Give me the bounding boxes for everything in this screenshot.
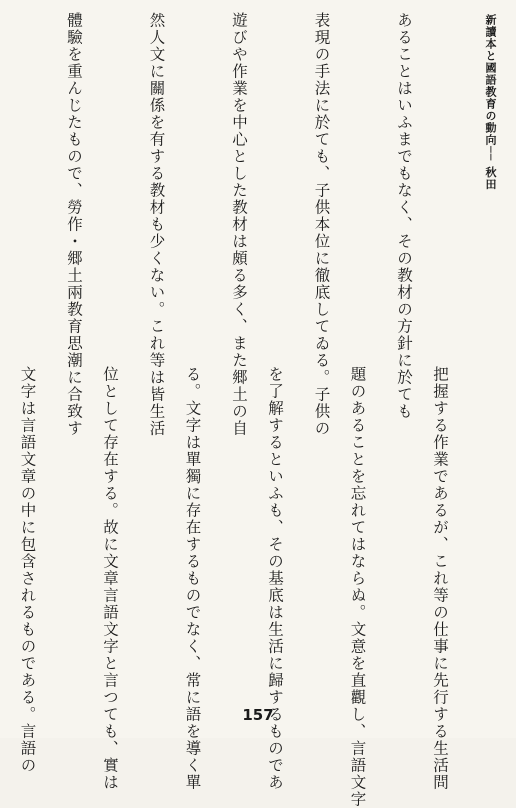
text-column: 把握する作業であるが、これ等の仕事に先行する生活問 bbox=[431, 366, 449, 791]
running-head: 新讀本と國語教育の動向── 秋田 bbox=[484, 14, 497, 191]
text-column bbox=[0, 12, 5, 344]
text-column: 然人文に關係を有する教材も少くない。これ等は皆生活 bbox=[147, 12, 166, 437]
text-column: 遊びや作業を中心とした教材は頗る多く、また郷土の自 bbox=[230, 12, 248, 437]
text-column: 文字は言語文章の中に包含されるものである。言語の bbox=[18, 366, 37, 774]
text-column: 表現の手法に於ても、子供本位に徹底してゐる。子供の bbox=[312, 12, 331, 437]
text-column: 題のあることを忘れてはならぬ。文意を直觀し、言語文字 bbox=[348, 366, 367, 808]
text-column: を了解するといふも、その基底は生活に歸するものであ bbox=[266, 366, 284, 791]
text-column: る。文字は單獨に存在するものでなく、常に語を導く單 bbox=[183, 366, 202, 791]
text-block-upper bbox=[12, 12, 472, 437]
text-column: 位として存在する。故に文章言語文字と言つても、實は bbox=[101, 366, 119, 791]
text-column: あることはいふまでもなく、その教材の方針に於ても bbox=[395, 12, 413, 420]
page-number: 157 bbox=[242, 706, 274, 724]
text-column: 體驗を重んじたもので、勞作・郷土兩教育思潮に合致す bbox=[65, 12, 83, 437]
